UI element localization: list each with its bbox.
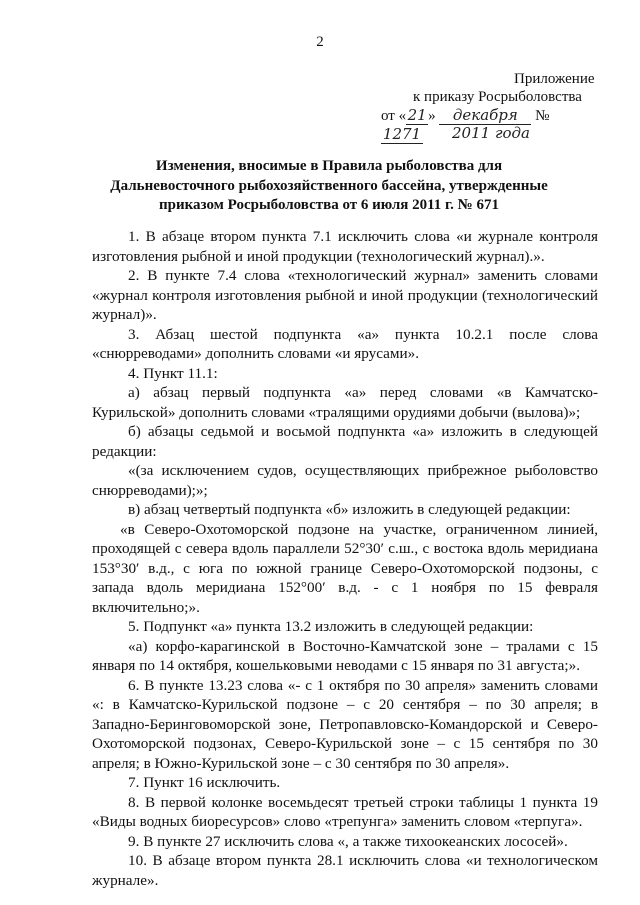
paragraph-6: 6. В пункте 13.23 слова «- с 1 октября по 30 апреля» заменить словами «: в Камчатско-Курильской подзоне – с 20 сентября – по 30 апреля; в Западно-Беринговоморской зоне, Петропавловско-Командорской и Северо-Охотоморской подзонах, Северо-Курильской зоне – с 15 сентября по 30 апреля; в Южно-Курильской зоне – с 30 сентября по 30 апреля». (92, 676, 598, 772)
handwritten-number: 1271 (382, 125, 422, 143)
paragraph-4c-text: «в Северо-Охотоморской подзоне на участке, ограниченном линией, проходящей с севера вдоль параллели 52°30′ с.ш., с востока вдоль меридиана 153°30′ в.д., с юга по южной границе Северо-Охотоморской подзоны, с запада вдоль меридиана 152°00′ в.д. - с 1 ноября по 15 февраля включительно;». (92, 520, 598, 616)
number-sign: № (535, 108, 550, 124)
from-word: от (381, 108, 395, 124)
paragraph-9: 9. В пункте 27 исключить слова «, а также тихоокеанских лососей». (128, 832, 568, 850)
paragraph-5-text: «а) корфо-карагинской в Восточно-Камчатской зоне – тралами с 15 января по 14 октября, кошельковыми неводами с 15 января по 31 августа;». (92, 637, 598, 674)
paragraph-10: 10. В абзаце втором пункта 28.1 исключить слова «и технологическом журнале». (92, 852, 598, 889)
paragraph-2: 2. В пункте 7.4 слова «технологический журнал» заменить словами «журнал контроля изготовления рыбной и иной продукции (технологический журнал)». (92, 267, 598, 323)
paragraph-1: 1. В абзаце втором пункта 7.1 исключить слова «и журнале контроля изготовления рыбной и иной продукции (технологический журнал).». (92, 228, 598, 265)
open-quote: « (398, 108, 407, 124)
paragraph-4b-text: «(за исключением судов, осуществляющих прибрежное рыболовство снюрреводами);»; (92, 462, 598, 499)
paragraph-3: 3. Абзац шестой подпункта «а» пункта 10.2.1 после слова «снюрреводами» дополнить словами «и ярусами». (92, 325, 598, 362)
handwritten-month: декабря (439, 106, 531, 125)
paragraph-4c: в) абзац четвертый подпункта «б» изложить в следующей редакции: (128, 501, 571, 518)
document-body (92, 227, 598, 890)
close-quote: » (428, 108, 436, 124)
appendix-order-ref: к приказу Росрыболовства (413, 89, 582, 105)
paragraph-4a: а) абзац первый подпункта «а» перед словами «в Камчатско-Курильской» дополнить словами «тралящими орудиями добычи (вылова)»; (92, 384, 598, 421)
paragraph-4: 4. Пункт 11.1: (128, 364, 218, 382)
paragraph-7: 7. Пункт 16 исключить. (128, 774, 281, 791)
paragraph-4b: б) абзацы седьмой и восьмой подпункта «а» изложить в следующей редакции: (92, 423, 598, 460)
paragraph-8: 8. В первой колонке восемьдесят третьей строки таблицы 1 пункта 19 «Виды водных биоресурсов» слово «трепунга» заменить словом «терпуга». (92, 793, 598, 830)
page-number: 2 (316, 34, 324, 50)
handwritten-day: 21 (407, 106, 427, 124)
handwritten-year: 2011 года (452, 124, 531, 142)
paragraph-5: 5. Подпункт «а» пункта 13.2 изложить в следующей редакции: (128, 618, 534, 635)
appendix-label: Приложение (514, 71, 595, 87)
document-title: Изменения, вносимые в Правила рыболовства для Дальневосточного рыбохозяйственного бассейна, утвержденные приказом Росрыболовства от 6 июля 2011 г. № 671 (110, 158, 548, 213)
